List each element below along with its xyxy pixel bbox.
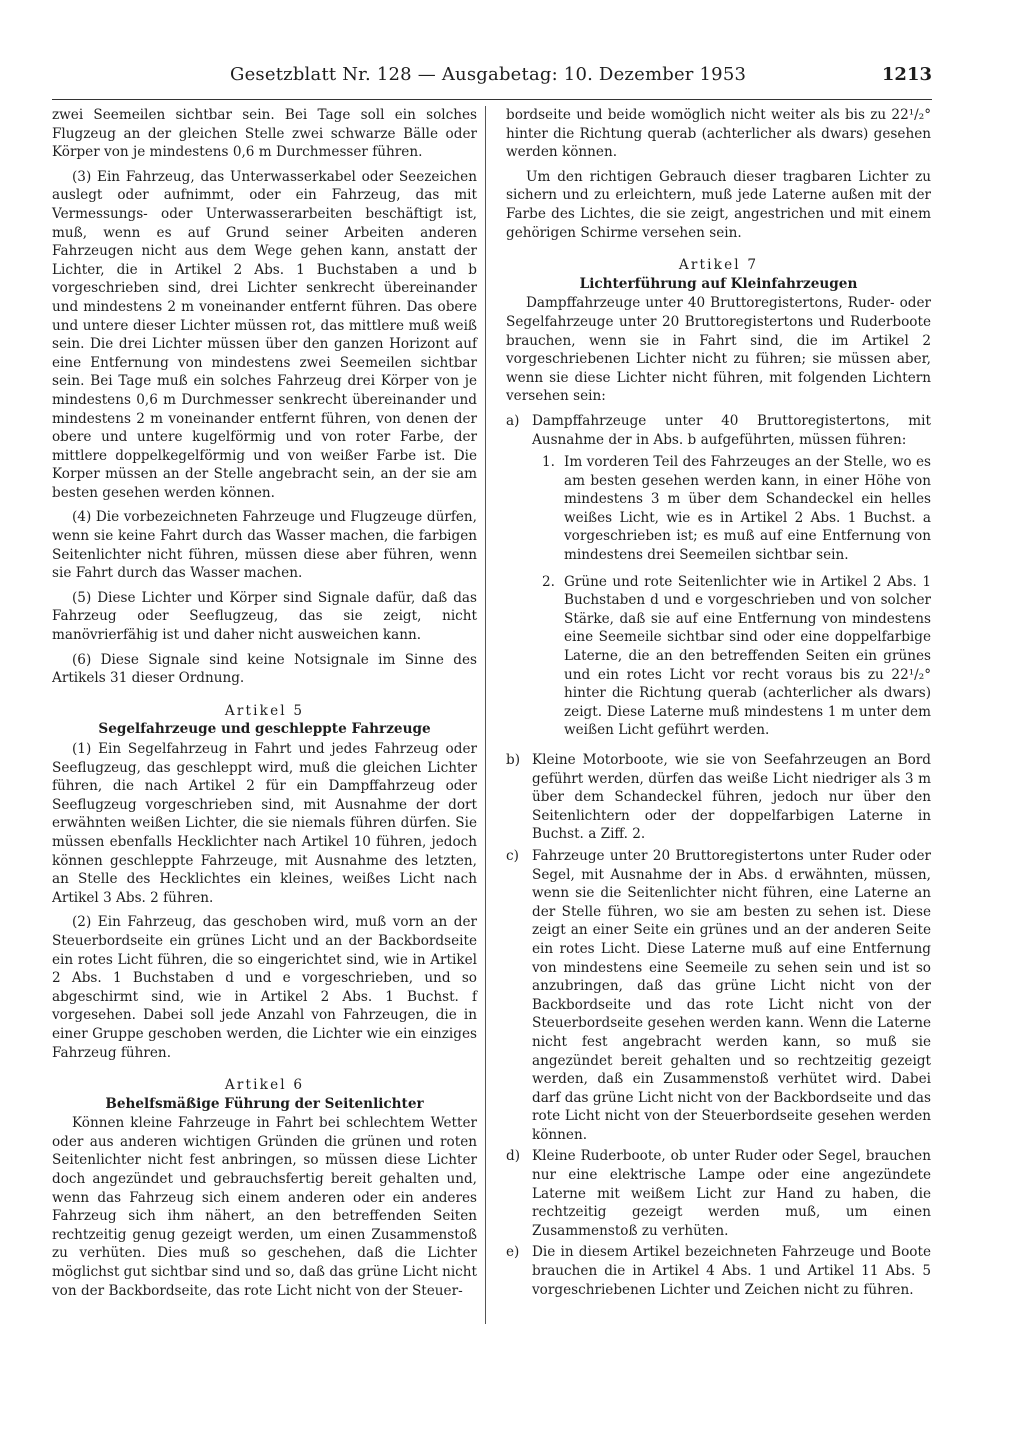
paragraph: zwei Seemeilen sichtbar sein. Bei Tage soll ein solches Flugzeug an der gleichen Stelle zwei schwarze Bälle oder Körper von je mindestens 0,6 m Durchmesser führen. — [52, 107, 477, 161]
paragraph: (5) Diese Lichter und Körper sind Signale dafür, daß das Fahrzeug oder Seeflugzeug, das sie zeigt, nicht manövrierfähig ist und daher nicht ausweichen kann. — [52, 589, 477, 644]
sub-label: 2. — [542, 573, 555, 590]
sub-label: 1. — [542, 454, 555, 471]
list-item — [506, 1243, 931, 1299]
sub-text: Im vorderen Teil des Fahrzeuges an der Stelle, wo es am besten gesehen werden kann, in einer Höhe von mindestens 3 m über dem Schandeckel ein helles weißes Licht, wie es in Artikel 2 Abs. 1 Buchst. a vorgeschrieben ist; es muß auf eine Entfernung von mindestens drei Seemeilen sichtbar sein. — [564, 454, 931, 564]
article-label: Artikel 7 — [678, 257, 759, 274]
right-column — [506, 106, 931, 1302]
column-divider — [485, 106, 486, 1324]
list-item — [506, 751, 931, 844]
sub-list — [542, 453, 931, 740]
sub-item — [542, 453, 931, 565]
paragraph: Um den richtigen Gebrauch dieser tragbaren Lichter zu sichern und zu erleichtern, muß jede Laterne außen mit der Farbe des Lichtes, die sie zeigt, angestrichen und mit einem gehörigen Schirme versehen sein. — [506, 168, 931, 241]
article-label: Artikel 6 — [224, 1077, 305, 1094]
list-label: a) — [506, 412, 520, 429]
article-heading: Segelfahrzeuge und geschleppte Fahrzeuge — [98, 721, 431, 738]
page-header — [230, 64, 932, 96]
header-rule — [52, 99, 932, 100]
list-label: c) — [506, 847, 519, 864]
paragraph: Dampffahrzeuge unter 40 Bruttoregistertons, Ruder- oder Segelfahrzeuge unter 20 Bruttoregistertons und Ruderboote brauchen, wenn sie in Fahrt sind, die im Artikel 2 vorgeschriebenen Lichter nicht zu führen; sie müssen aber, wenn sie diese Lichter nicht führen, mit folgenden Lichtern versehen sein: — [506, 295, 931, 405]
sub-text: Grüne und rote Seitenlichter wie in Artikel 2 Abs. 1 Buchstaben d und e vorgeschrieben und von solcher Stärke, daß sie auf eine Entfernung von mindestens eine Seemeile sichtbar sind oder eine doppelfarbige Laterne, die an den betreffenden Seiten ein grünes und ein rotes Licht vor recht voraus bis zu 22¹/₂° hinter die Richtung querab (achterlicher als dwars) zeigt. Diese Laterne muß mindestens 1 m unter dem weißen Licht geführt werden. — [564, 573, 931, 739]
article-label: Artikel 5 — [224, 702, 305, 719]
list-label: d) — [506, 1148, 521, 1165]
list-text: Dampffahrzeuge unter 40 Bruttoregistertons, mit Ausnahme der in Abs. b aufgeführten, müssen führen: — [532, 412, 931, 448]
article-heading: Behelfsmäßige Führung der Seitenlichter — [105, 1095, 424, 1112]
page-number: 1213 — [881, 64, 932, 85]
paragraph: (3) Ein Fahrzeug, das Unterwasserkabel oder Seezeichen auslegt oder aufnimmt, oder ein Fahrzeug, das mit Vermessungs- oder Unterwasserarbeiten beschäftigt ist, muß, wenn es auf Grund seiner Arbeiten anderen Fahrzeugen nicht aus dem Wege gehen kann, anstatt der Lichter, die in Artikel 2 Abs. 1 Buchstaben a und b vorgeschrieben sind, drei Lichter senkrecht übereinander und mindestens 2 m voneinander entfernt führen. Das obere und untere dieser Lichter müssen rot, das mittlere muß weiß sein. Die drei Lichter müssen über den ganzen Horizont auf eine Entfernung von mindestens zwei Seemeilen sichtbar sein. Bei Tage muß ein solches Fahrzeug drei Körper von je mindestens 0,6 m Durchmesser senkrecht übereinander und mindestens 2 m voneinander entfernt führen, von denen der obere und untere kugelförmig und von roter Farbe, der mittlere doppelkegelförmig und von weißer Farbe ist. Die Korper müssen an der Stelle angebracht sein, an der sie am besten gesehen werden können. — [52, 168, 477, 501]
list-label: e) — [506, 1244, 520, 1261]
article-heading: Lichterführung auf Kleinfahrzeugen — [579, 275, 858, 292]
paragraph: (4) Die vorbezeichneten Fahrzeuge und Flugzeuge dürfen, wenn sie keine Fahrt durch das Wasser machen, die farbigen Seitenlichter nicht führen, müssen diese aber führen, wenn sie Fahrt durch das Wasser machen. — [52, 509, 477, 582]
paragraph: Können kleine Fahrzeuge in Fahrt bei schlechtem Wetter oder aus anderen wichtigen Gründen die grünen und roten Seitenlichter nicht fest anbringen, so müssen diese Lichter doch angezündet und gebrauchsfertig bereit gehalten und, wenn das Fahrzeug sich einem anderen oder ein anderes Fahrzeug sich ihm nähert, an den betreffenden Seiten rechtzeitig genug gezeigt werden, um einen Zusammenstoß zu verhüten. Dies muß so geschehen, daß die Lichter möglichst gut sichtbar sind und so, daß das grüne Licht nicht von der Backbordseite, das rote Licht nicht von der Steuer- — [52, 1115, 477, 1299]
list-text: Die in diesem Artikel bezeichneten Fahrzeuge und Boote brauchen die in Artikel 4 Abs. 1 und Artikel 11 Abs. 5 vorgeschriebenen Lichter und Zeichen nicht zu führen. — [532, 1244, 931, 1298]
sub-item — [542, 573, 931, 740]
list-item — [506, 412, 931, 748]
header-title: Gesetzblatt Nr. 128 — Ausgabetag: 10. Dezember 1953 — [230, 64, 747, 85]
paragraph: (2) Ein Fahrzeug, das geschoben wird, muß vorn an der Steuerbordseite ein grünes Licht und an der Backbordseite ein rotes Licht führen, die so eingerichtet sind, wie in Artikel 2 Abs. 1 Buchstaben d und e vorgeschrieben, und so abgeschirmt sind, wie in Artikel 2 Abs. 1 Buchst. f vorgesehen. Dabei soll jede Anzahl von Fahrzeugen, die in einer Gruppe geschoben werden, die Lichter wie ein einziges Fahrzeug führen. — [52, 914, 477, 1061]
list-item — [506, 1147, 931, 1240]
paragraph: bordseite und beide womöglich nicht weiter als bis zu 22¹/₂° hinter die Richtung querab (achterlicher als dwars) gesehen werden können. — [506, 107, 931, 161]
paragraph: (1) Ein Segelfahrzeug in Fahrt und jedes Fahrzeug oder Seeflugzeug, das geschleppt wird, muß die gleichen Lichter führen, die nach Artikel 2 für ein Dampffahrzeug oder Seeflugzeug vorgeschrieben sind, mit Ausnahme der dort erwähnten weißen Lichter, die sie niemals führen dürfen. Sie müssen ebenfalls Hecklichter nach Artikel 10 führen, jedoch können geschleppte Fahrzeuge, mit Ausnahme des letzten, an Stelle des Hecklichtes ein kleines, weißes Licht nach Artikel 3 Abs. 2 führen. — [52, 741, 477, 906]
list-text: Kleine Ruderboote, ob unter Ruder oder Segel, brauchen nur eine elektrische Lampe oder eine angezündete Laterne mit weißem Licht zur Hand zu haben, die rechtzeitig gezeigt werden muß, um einen Zusammenstoß zu verhüten. — [532, 1148, 931, 1239]
list-item — [506, 847, 931, 1145]
list-label: b) — [506, 752, 521, 768]
list-text: Kleine Motorboote, wie sie von Seefahrzeugen an Bord geführt werden, dürfen das weiße Licht niedriger als 3 m über dem Schandeckel führen, jedoch nur über den Seitenlichtern oder der doppelfarbigen Laterne in Buchst. a Ziff. 2. — [532, 752, 931, 843]
paragraph: (6) Diese Signale sind keine Notsignale im Sinne des Artikels 31 dieser Ordnung. — [52, 651, 477, 687]
list-text: Fahrzeuge unter 20 Bruttoregistertons unter Ruder oder Segel, mit Ausnahme der in Abs. d erwähnten, müssen, wenn sie die Seitenlichter nicht führen, eine Laterne an der Stelle führen, wo sie am besten zu sehen ist. Diese zeigt an einer Seite ein grünes und an der anderen Seite ein rotes Licht. Diese Laterne muß auf eine Entfernung von mindestens eine Seemeile zu sehen sein und ist so anzubringen, daß das grüne Licht nicht von der Backbordseite und das rote Licht nicht von der Steuerbordseite gesehen werden kann. Wenn die Laterne nicht fest angebracht werden kann, so muß sie angezündet bereit gehalten und so rechtzeitig gezeigt werden, daß ein Zusammenstoß verhütet wird. Dabei darf das grüne Licht nicht von der Backbordseite und das rote Licht nicht von der Steuerbordseite gesehen werden können. — [532, 847, 931, 1143]
left-column — [52, 106, 477, 1306]
